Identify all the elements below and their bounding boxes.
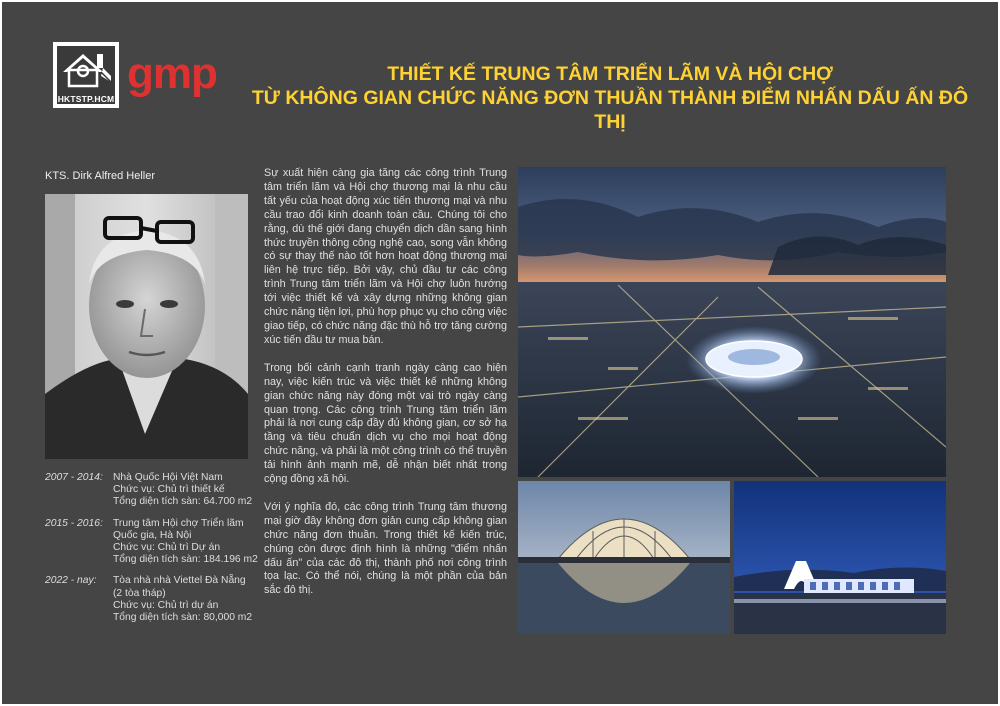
paragraph-1: Sự xuất hiện càng gia tăng các công trình Trung tâm triển lãm và Hội chợ thương mại là nhu cầu tất yếu của hoạt động xúc tiến thương mại và nhu cầu trao đổi kinh doanh toàn cầu. Chúng tôi cho rằng, dù thế giới đang chuyển dịch dần sang hình thức truyền thông công nghệ cao, song vẫn không có sự thay thế nào tốt hơn hoạt động thương mại liên hệ trực tiếp. Bởi vậy, chủ đầu tư các công trình Trung tâm triển lãm và Hội chợ luôn hướng tới việc thiết kế và xây dựng những không gian chức năng tiện lợi, phù hợp phục vụ cho công việc giao tiếp, có chức năng đặc thù hỗ trợ tăng cường xúc tiến đầu tư mua bán. <box>264 167 507 346</box>
page-title <box>240 62 980 134</box>
timeline-line: Chức vụ: Chủ trì Dự án <box>113 542 221 554</box>
hktstp-logo <box>53 42 119 108</box>
timeline-line: Tổng diện tích sàn: 80,000 m2 <box>113 612 253 624</box>
timeline-line: Tổng diện tích sàn: 64.700 m2 <box>113 496 253 508</box>
timeline-line: Nhà Quốc Hội Việt Nam <box>113 472 223 483</box>
gmp-logo: gmp <box>127 49 217 98</box>
timeline-line: Tổng diện tích sàn: 184.196 m2 <box>113 554 258 566</box>
timeline-period: 2007 - 2014: <box>45 472 103 483</box>
timeline-period: 2022 - nay: <box>45 575 97 587</box>
exhibition-hall-reflection-photo <box>518 481 730 634</box>
title-line-2: TỪ KHÔNG GIAN CHỨC NĂNG ĐƠN THUẦN THÀNH ĐIỂM NHẤN DẤU ẤN ĐÔ THỊ <box>251 87 969 133</box>
title-line-1: THIẾT KẾ TRUNG TÂM TRIỂN LÃM VÀ HỘI CHỢ <box>387 63 833 85</box>
aerial-night-render <box>518 167 946 477</box>
timeline-line: Chức vụ: Chủ trì thiết kế <box>113 484 225 496</box>
timeline-entry <box>45 517 258 567</box>
pavilion-night-photo <box>734 481 946 634</box>
timeline-entry <box>45 472 255 509</box>
paragraph-3: Với ý nghĩa đó, các công trình Trung tâm thương mại giờ đây không đơn giản cung cấp không gian chức năng đơn thuần. Trong thiết kế kiến trúc, chúng còn được định hình là những "điểm nhấn dấu ấn" của các đô thị, thành phố nơi công trình tọa lạc. Có thể nói, chúng là một phần của bản sắc đô thị. <box>264 500 507 597</box>
timeline-entry <box>45 575 255 624</box>
house-icon <box>57 46 115 90</box>
timeline-line: Tòa nhà nhà Viettel Đà Nẵng <box>113 575 246 587</box>
timeline-line: Chức vụ: Chủ trì dự án <box>113 599 219 611</box>
timeline-period: 2015 - 2016: <box>45 517 103 529</box>
author-name: KTS. Dirk Alfred Heller <box>45 170 156 182</box>
article-body <box>264 167 507 612</box>
paragraph-2: Trong bối cảnh cạnh tranh ngày càng cao hiện nay, việc kiến trúc và việc thiết kế những không gian chức năng này đóng một vai trò ngày càng quan trọng. Các công trình Trung tâm triển lãm phải là nơi cung cấp đầy đủ không gian, cơ sở hạ tầng và tiêu chuẩn dịch vụ cho mọi hoạt động chức năng, và phải là một công trình có thể truyền tải hình ảnh mạnh mẽ, dễ nhận biết nhất trong cộng đồng xã hội. <box>264 361 507 486</box>
logo-text: HKTSTP.HCM <box>57 94 115 104</box>
timeline-line: (2 tòa tháp) <box>113 587 166 599</box>
timeline-line: Quốc gia, Hà Nội <box>113 529 192 541</box>
author-portrait <box>45 194 248 459</box>
career-timeline <box>45 472 258 633</box>
timeline-line: Trung tâm Hội chợ Triển lãm <box>113 517 244 529</box>
